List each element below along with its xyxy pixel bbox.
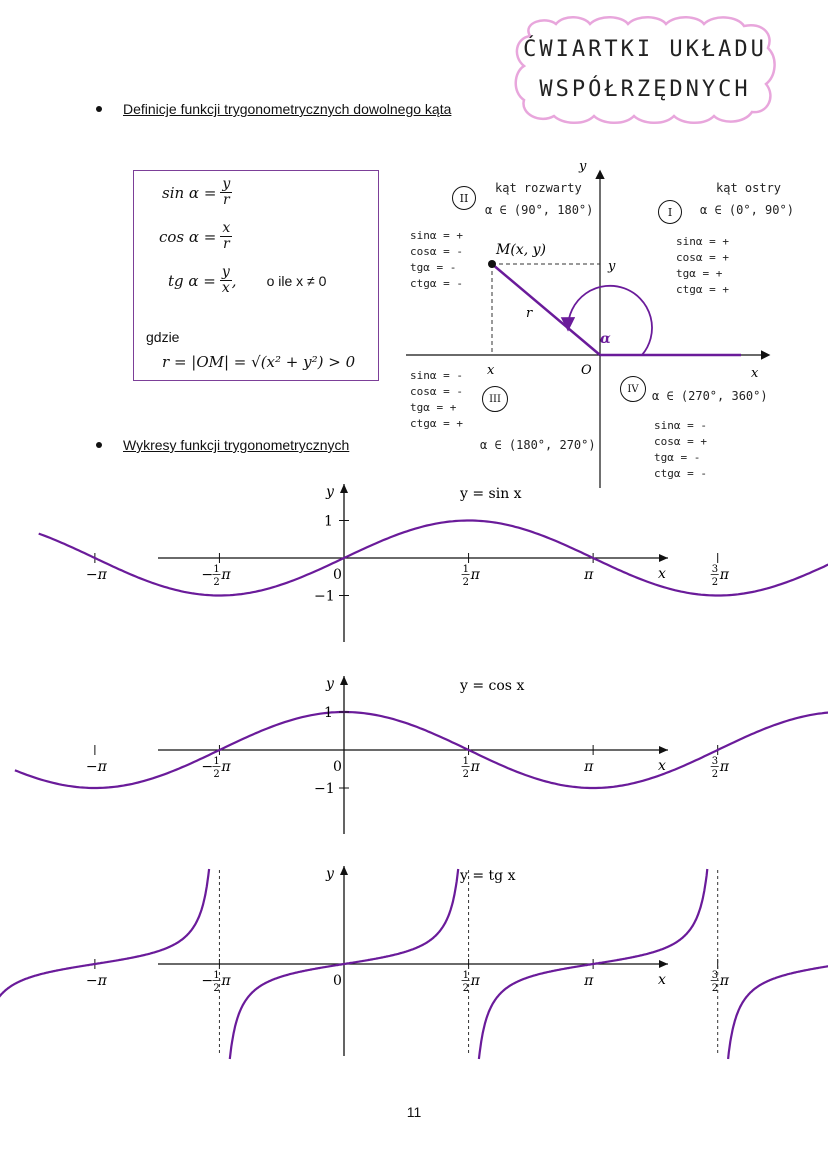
x-axis-label: x xyxy=(658,566,666,582)
quadrant-i-sin: sinα = + xyxy=(676,235,729,248)
diagram-y-label: y xyxy=(579,159,587,174)
svg-text:2: 2 xyxy=(213,577,220,588)
title-line-1: ĆWIARTKI UKŁADU xyxy=(523,37,767,62)
tg-comma: , xyxy=(231,271,237,290)
quadrant-iv-ctg: ctgα = - xyxy=(654,467,707,480)
svg-text:2: 2 xyxy=(213,983,220,994)
x-tick-label xyxy=(462,564,481,588)
quadrant-ii-numeral: II xyxy=(452,186,476,210)
cos-graph xyxy=(0,668,828,840)
quadrant-iv-numeral: IV xyxy=(620,376,646,402)
x-tick-label xyxy=(711,756,730,780)
y-axis-label: y xyxy=(326,676,334,692)
svg-text:π: π xyxy=(719,567,729,583)
chart-title: y = sin x xyxy=(460,486,522,502)
r-label: r xyxy=(526,306,533,321)
svg-text:−: − xyxy=(201,567,214,583)
cos-fraction xyxy=(220,221,232,252)
quadrant-i-signs xyxy=(676,234,729,298)
svg-text:π: π xyxy=(719,973,729,989)
cos-lhs: cos α = xyxy=(159,227,217,246)
x-tick-label xyxy=(201,756,231,780)
point-m-label: M(x, y) xyxy=(496,242,546,258)
x-axis-label: x xyxy=(658,972,666,988)
quadrant-i-badge xyxy=(658,200,682,224)
svg-text:π: π xyxy=(470,973,480,989)
quadrant-i-range: α ∈ (0°, 90°) xyxy=(700,203,794,217)
x-tick-label xyxy=(201,564,231,588)
quadrant-iii-signs xyxy=(410,368,463,432)
cos-denominator: r xyxy=(222,236,230,252)
x-tick-label xyxy=(711,970,730,994)
svg-text:π: π xyxy=(719,759,729,775)
quadrant-iv-signs xyxy=(654,418,707,482)
y-axis-arrow xyxy=(340,484,348,493)
bullet-icon xyxy=(96,442,102,448)
quadrant-iii-tg: tgα = + xyxy=(410,401,457,414)
sin-lhs: sin α = xyxy=(162,183,217,202)
sin-graph xyxy=(0,476,828,648)
x-tick-label xyxy=(462,970,481,994)
terminal-side-r xyxy=(492,264,600,355)
svg-text:1: 1 xyxy=(462,756,469,767)
tan-graph xyxy=(0,858,828,1060)
section-graphs-text: Wykresy funkcji trygonometrycznych xyxy=(123,437,350,453)
y-tick-label: −1 xyxy=(314,588,335,605)
quadrant-ii-cos: cosα = - xyxy=(410,245,463,258)
y-axis-label: y xyxy=(326,484,334,500)
quadrant-iii-badge xyxy=(482,386,508,412)
quadrant-iii-range: α ∈ (180°, 270°) xyxy=(480,438,596,452)
x-axis-arrow xyxy=(659,554,668,562)
chart-title: y = tg x xyxy=(460,868,516,884)
sin-fraction xyxy=(220,177,232,208)
svg-text:−: − xyxy=(201,973,214,989)
quadrant-iv-cos: cosα = + xyxy=(654,435,707,448)
x-tick-label: −π xyxy=(85,567,107,583)
sin-definition xyxy=(162,177,232,208)
page-number: 11 xyxy=(406,1104,422,1120)
quadrant-iv-range: α ∈ (270°, 360°) xyxy=(652,389,768,403)
cos-numerator: x xyxy=(222,220,231,236)
quadrant-ii-sin: sinα = + xyxy=(410,229,463,242)
section-definitions-text: Definicje funkcji trygonometrycznych dowolnego kąta xyxy=(123,101,452,117)
x-tick-label: 0 xyxy=(333,973,342,989)
svg-text:1: 1 xyxy=(462,970,469,981)
quadrant-i-numeral: I xyxy=(658,200,682,224)
svg-text:−: − xyxy=(201,759,214,775)
title-line-2: WSPÓŁRZĘDNYCH xyxy=(539,77,751,102)
x-tick-label: −π xyxy=(85,759,107,775)
svg-text:2: 2 xyxy=(711,983,719,994)
x-projection-label: x xyxy=(487,363,495,378)
quadrant-ii-heading: kąt rozwarty xyxy=(495,181,582,195)
svg-text:π: π xyxy=(221,567,231,583)
tg-numerator: y xyxy=(221,264,230,280)
svg-text:3: 3 xyxy=(711,756,719,767)
quadrant-iv-tg: tgα = - xyxy=(654,451,701,464)
y-axis-arrow xyxy=(340,676,348,685)
definitions-box xyxy=(133,170,379,381)
quadrant-iv-badge xyxy=(620,376,646,402)
tg-denominator: x xyxy=(221,280,230,296)
diagram-x-label: x xyxy=(751,366,759,381)
chart-title: y = cos x xyxy=(460,678,525,694)
x-tick-label: 0 xyxy=(333,567,342,583)
svg-text:2: 2 xyxy=(462,983,469,994)
where-label: gdzie xyxy=(146,329,180,345)
quadrant-ii-range: α ∈ (90°, 180°) xyxy=(485,203,594,217)
svg-text:π: π xyxy=(470,567,480,583)
svg-text:1: 1 xyxy=(213,970,220,981)
svg-text:1: 1 xyxy=(213,756,220,767)
svg-text:3: 3 xyxy=(711,564,719,575)
x-tick-label: −π xyxy=(85,973,107,989)
svg-text:2: 2 xyxy=(462,769,469,780)
quadrant-i-heading: kąt ostry xyxy=(716,181,782,195)
y-projection-label: y xyxy=(608,259,616,274)
svg-text:π: π xyxy=(470,759,480,775)
page-title xyxy=(512,30,778,110)
x-tick-label xyxy=(462,756,481,780)
origin-label: O xyxy=(581,363,592,378)
quadrant-iii-sin: sinα = - xyxy=(410,369,463,382)
sin-denominator: r xyxy=(223,192,230,208)
svg-text:2: 2 xyxy=(213,769,220,780)
quadrant-iii-ctg: ctgα = + xyxy=(410,417,463,430)
svg-text:π: π xyxy=(221,973,231,989)
bullet-icon xyxy=(96,106,102,112)
y-tick-label: −1 xyxy=(314,781,335,797)
r-formula: r = |OM| = √(x² + y²) > 0 xyxy=(162,353,356,371)
quadrant-i-cos: cosα = + xyxy=(676,251,729,264)
x-axis-arrow xyxy=(659,746,668,754)
quadrant-ii-ctg: ctgα = - xyxy=(410,277,463,290)
quadrant-iii-cos: cosα = - xyxy=(410,385,463,398)
svg-text:2: 2 xyxy=(462,577,469,588)
alpha-label: α xyxy=(600,331,611,347)
x-tick-label xyxy=(201,970,231,994)
quadrant-i-tg: tgα = + xyxy=(676,267,723,280)
x-tick-label xyxy=(711,564,730,588)
svg-text:1: 1 xyxy=(462,564,469,575)
quadrant-ii-tg: tgα = - xyxy=(410,261,457,274)
svg-text:1: 1 xyxy=(213,564,220,575)
y-tick-label: 1 xyxy=(324,513,333,530)
svg-text:π: π xyxy=(221,759,231,775)
svg-text:2: 2 xyxy=(711,769,719,780)
section-definitions-heading xyxy=(96,101,451,117)
quadrant-iii-numeral: III xyxy=(482,386,508,412)
y-axis-label: y xyxy=(326,866,334,882)
x-axis-label: x xyxy=(658,758,666,774)
quadrant-iv-sin: sinα = - xyxy=(654,419,707,432)
quadrant-ii-badge xyxy=(452,186,476,210)
y-axis-arrow xyxy=(340,866,348,875)
x-axis-arrow xyxy=(659,960,668,968)
x-tick-label: π xyxy=(584,759,594,775)
x-tick-label: π xyxy=(584,567,594,583)
tg-lhs: tg α = xyxy=(168,271,216,290)
y-tick-label: 1 xyxy=(324,705,333,721)
tg-fraction xyxy=(220,265,232,296)
quadrant-ii-signs xyxy=(410,228,463,292)
tan-branch xyxy=(728,869,828,1059)
point-m xyxy=(488,260,496,268)
x-tick-label: 0 xyxy=(333,759,342,775)
svg-text:2: 2 xyxy=(711,577,719,588)
cos-definition xyxy=(159,221,232,252)
tg-definition xyxy=(168,265,326,296)
svg-text:3: 3 xyxy=(711,970,719,981)
sin-numerator: y xyxy=(222,176,231,192)
tg-condition: o ile x ≠ 0 xyxy=(266,272,327,289)
quadrant-i-ctg: ctgα = + xyxy=(676,283,729,296)
x-tick-label: π xyxy=(584,973,594,989)
section-graphs-heading xyxy=(96,437,349,453)
